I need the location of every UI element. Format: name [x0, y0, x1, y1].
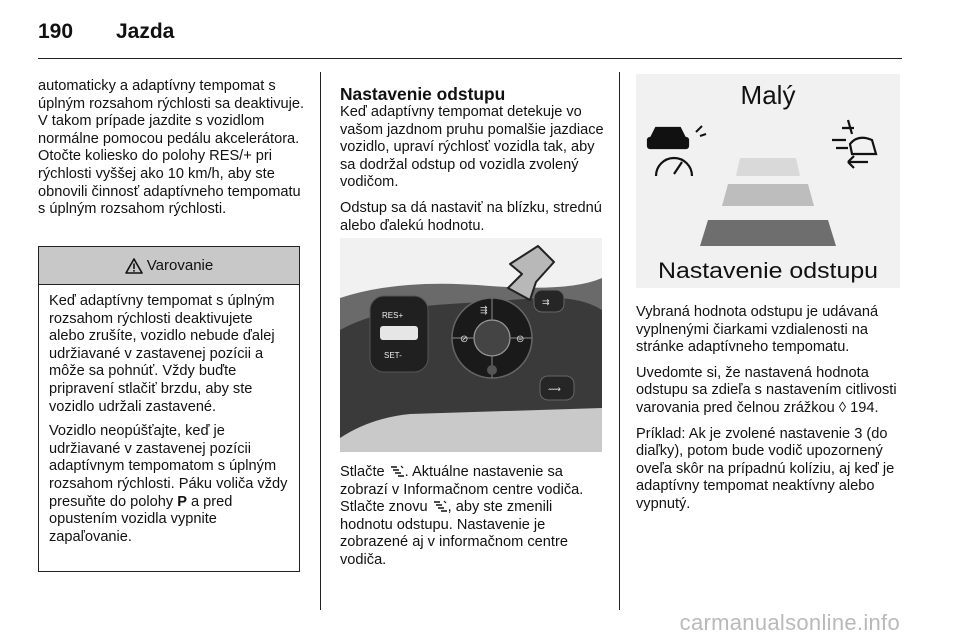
page-reference-icon: ◊ — [838, 399, 851, 416]
res-plus-label: RES+ — [382, 311, 404, 320]
gear-position-p: P — [177, 493, 187, 510]
section-title: Nastavenie odstupu — [340, 84, 506, 104]
body-text: . — [874, 399, 879, 416]
following-distance-figure — [636, 74, 900, 288]
body-paragraph: Príklad: Ak je zvolené nastavenie 3 (do diaľky), potom bude vodič upozornený oveľa skôr na prípadnú kolíziu, aj keď je adaptívny tempomat neaktívny alebo vypnutý. — [636, 425, 895, 512]
svg-text:⊘: ⊘ — [460, 334, 469, 345]
warning-title: Varovanie — [146, 257, 214, 274]
svg-text:⇶: ⇶ — [480, 305, 488, 315]
warning-triangle-icon — [125, 258, 143, 274]
distance-button-icon — [432, 500, 448, 513]
distance-bar-2 — [722, 184, 814, 206]
chapter-title: Jazda — [116, 20, 175, 43]
body-paragraph — [636, 365, 904, 418]
body-paragraph: Odstup sa dá nastaviť na blízku, strednú alebo ďalekú hodnotu. — [340, 199, 602, 234]
distance-bar-1 — [736, 158, 800, 176]
body-paragraph: Keď adaptívny tempomat detekuje vo vašom jazdnom pruhu pomalšie jazdiace vozidlo, upraví rýchlosť vozidla tak, aby sa dodržal odstup od vozidla zvolený vodičom. — [340, 104, 604, 191]
warning-paragraph: Keď adaptívny tempomat s úplným rozsahom rýchlosti deaktivujete alebo zrušíte, vozidlo nebude ďalej udržiavané v zastavenej pozícii a môže sa pohnúť. Vždy buďte pripravení stlačiť brzdu, aby ste vozidlo udržali zastavené. — [49, 293, 275, 415]
body-text: Uvedomte si, že nastavená hodnota odstupu sa zdieľa s nastavením citlivosti varovania pred čelnou zrážkou — [636, 364, 897, 416]
column-middle — [340, 84, 606, 243]
warning-text: Vozidlo neopúšťajte, keď je udržiavané v zastavenej pozícii adaptívnym tempomatom s úplným rozsahom rýchlosti. Páku voliča vždy presuňte do polohy — [49, 423, 288, 510]
intro-paragraph: automaticky a adaptívny tempomat s úplným rozsahom rýchlosti sa deaktivuje. V takom prípade jazdite s vozidlom normálne pomocou pedálu akcelerátora. Otočte koliesko do polohy RES/+ pri rýchlosti vyššej ako 10 km/h, aby ste obnovili činnosť adaptívneho tempomatu s úplným rozsahom rýchlosti. — [38, 78, 305, 218]
body-paragraph: Vybraná hodnota odstupu je udávaná vyplnenými čiarkami vzdialenosti na stránke adaptívneho tempomatu. — [636, 304, 879, 356]
set-minus-label: SET- — [384, 351, 402, 360]
column-right — [636, 304, 904, 522]
watermark: carmanualsonline.info — [679, 610, 900, 635]
page-header — [38, 14, 902, 50]
warning-body — [39, 285, 299, 546]
body-text: , aby ste zmenili hodnotu odstupu. Nastavenie je zobrazené aj v informačnom centre vodiča. — [340, 499, 568, 568]
column-middle-lower — [340, 464, 606, 578]
page-number: 190 — [38, 20, 74, 43]
distance-bar-3 — [700, 220, 836, 246]
body-paragraph — [340, 464, 606, 570]
body-text: . Aktuálne nastavenie sa zobrazí v Informačnom centre vodiča. Stlačte znovu — [340, 464, 584, 516]
body-text: Stlačte — [340, 464, 389, 480]
svg-text:⊜: ⊜ — [516, 334, 525, 345]
column-divider — [619, 72, 620, 610]
distance-level-label: Malý — [740, 80, 796, 110]
warning-box — [38, 246, 300, 572]
distance-figure-caption: Nastavenie odstupu — [658, 258, 878, 283]
steering-wheel-controls-figure — [340, 238, 602, 452]
header-rule — [38, 58, 902, 59]
warning-text: a pred opustením vozidla vypnite zapaľovanie. — [49, 493, 233, 545]
column-divider — [320, 72, 321, 610]
svg-text:⇉: ⇉ — [542, 297, 550, 307]
warning-header — [39, 247, 299, 285]
column-left — [38, 78, 306, 227]
page-reference[interactable]: 194 — [850, 399, 875, 416]
svg-text:⟿: ⟿ — [548, 384, 561, 394]
warning-paragraph — [49, 423, 289, 546]
distance-button-icon — [389, 465, 405, 478]
